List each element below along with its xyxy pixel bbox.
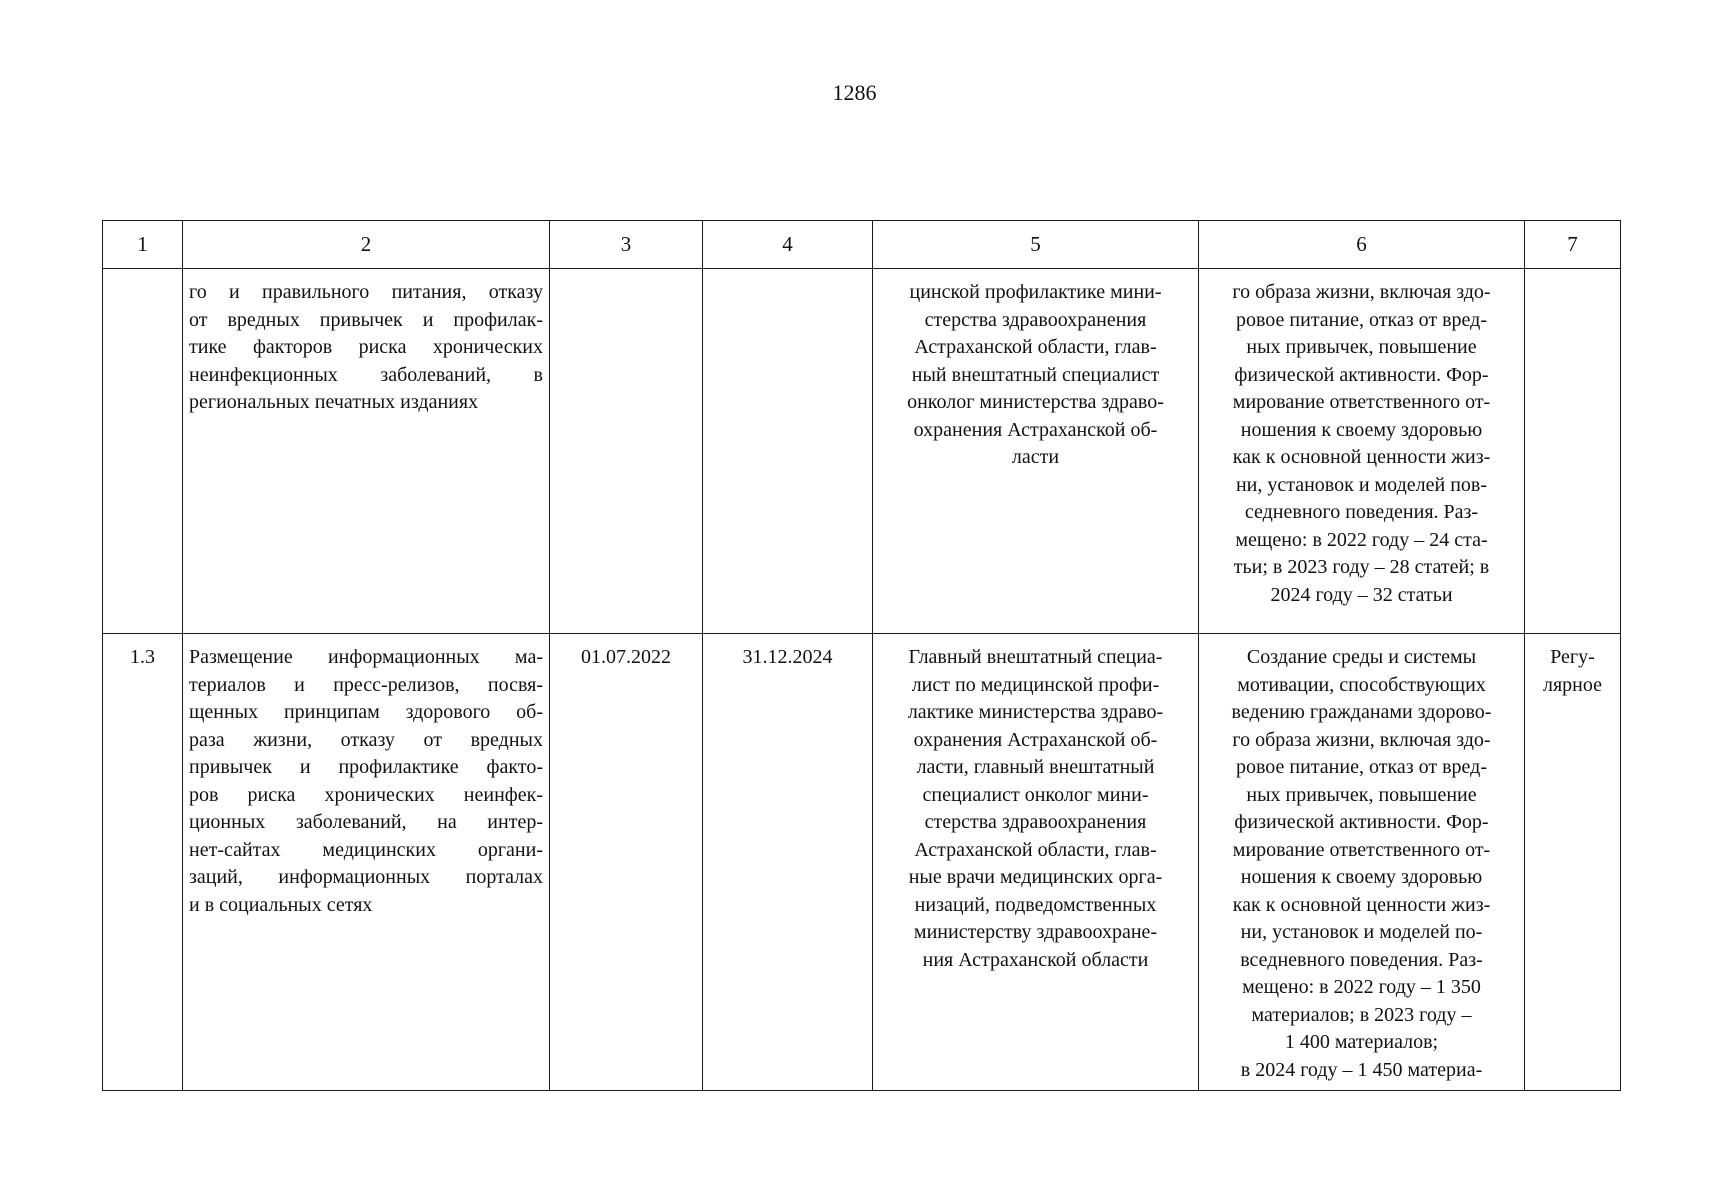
text-line: неинфекционных заболеваний, в: [189, 363, 543, 386]
text-line: министерству здравоохране-: [913, 921, 1158, 943]
text-line: нет-сайтах медицинских органи-: [189, 838, 543, 861]
text-line: вседневного поведения. Раз-: [1240, 948, 1483, 971]
column-header-2: 2: [183, 221, 550, 269]
text-line: охранения Астраханской об-: [913, 728, 1158, 751]
table-row-1-3: [103, 634, 1621, 1091]
page-number: 1286: [832, 80, 877, 105]
text-line: 2024 году – 32 статьи: [1270, 583, 1453, 606]
text-line: седневного поведения. Раз-: [1244, 501, 1479, 523]
text-line: териалов и пресс-релизов, посвя-: [189, 673, 543, 696]
text-line: ров риска хронических неинфек-: [189, 783, 543, 806]
cell-type: [1525, 634, 1621, 1091]
column-header-5: 5: [873, 221, 1199, 269]
text-line: стерства здравоохранения: [924, 308, 1147, 331]
text-line: заций, информационных порталах: [189, 866, 543, 888]
cell-number: 1.3: [103, 634, 183, 1091]
text-line: специалист онколог мини-: [922, 783, 1149, 806]
cell-number: [103, 269, 183, 634]
text-line: лист по медицинской профи-: [911, 673, 1160, 696]
text-line: от вредных привычек и профилак-: [189, 308, 543, 331]
text-line: го образа жизни, включая здо-: [1232, 281, 1491, 303]
text-line: Астраханской области, глав-: [914, 838, 1157, 861]
text-line: раза жизни, отказу от вредных: [189, 728, 543, 751]
text-line: охранения Астраханской об-: [913, 418, 1158, 441]
cell-type: [1525, 269, 1621, 634]
text-line: в 2024 году – 1 450 материа-: [1240, 1058, 1483, 1081]
text-line: Главный внештатный специа-: [908, 646, 1163, 668]
text-line: ласти, главный внештатный: [916, 756, 1155, 778]
text-line: Регу-: [1550, 646, 1595, 668]
text-line: ровое питание, отказ от вред-: [1235, 308, 1487, 331]
text-line: цинской профилактике мини-: [909, 281, 1162, 303]
text-line: ния Астраханской области: [922, 948, 1149, 971]
text-line: тьи; в 2023 году – 28 статей; в: [1233, 556, 1490, 578]
cell-result: [1199, 269, 1525, 634]
text-line: Размещение информационных ма-: [189, 646, 543, 668]
cell-end-date: [703, 269, 873, 634]
text-line: низаций, подведомственных: [914, 893, 1157, 916]
text-line: онколог министерства здраво-: [907, 391, 1164, 413]
text-line: го и правильного питания, отказу: [189, 281, 543, 303]
cell-result: [1199, 634, 1525, 1091]
text-line: мирование ответственного от-: [1232, 391, 1491, 413]
text-line: региональных печатных изданиях: [189, 391, 479, 413]
text-line: ведению гражданами здорово-: [1231, 701, 1492, 723]
text-line: 1 400 материалов;: [1284, 1031, 1439, 1053]
cell-start-date: [550, 269, 703, 634]
cell-start-date: 01.07.2022: [550, 634, 703, 1091]
text-line: физической активности. Фор-: [1234, 363, 1489, 386]
text-line: ношения к своему здоровью: [1240, 866, 1483, 888]
text-line: мещено: в 2022 году – 1 350: [1242, 976, 1481, 998]
text-line: мещено: в 2022 году – 24 ста-: [1235, 528, 1488, 551]
column-header-6: 6: [1199, 221, 1525, 269]
cell-end-date: 31.12.2024: [703, 634, 873, 1091]
cell-responsible: [873, 634, 1199, 1091]
text-line: как к основной ценности жиз-: [1232, 893, 1491, 916]
cell-measure-text: [183, 634, 550, 1091]
text-line: ни, установок и моделей пов-: [1235, 473, 1488, 496]
table-row-continued: [103, 269, 1621, 634]
text-line: ласти: [1011, 446, 1060, 468]
text-line: мотивации, способствующих: [1237, 673, 1486, 696]
text-line: стерства здравоохранения: [924, 811, 1147, 833]
text-line: лактике министерства здраво-: [907, 701, 1164, 723]
text-line: Создание среды и системы: [1246, 646, 1477, 668]
text-line: ционных заболеваний, на интер-: [189, 811, 543, 833]
text-line: и в социальных сетях: [189, 893, 373, 916]
text-line: лярное: [1542, 673, 1602, 696]
text-line: ношения к своему здоровью: [1240, 418, 1483, 441]
column-header-7: 7: [1525, 221, 1621, 269]
column-header-3: 3: [550, 221, 703, 269]
text-line: ных привычек, повышение: [1246, 336, 1477, 358]
text-line: как к основной ценности жиз-: [1232, 446, 1491, 468]
text-line: тике факторов риска хронических: [189, 336, 543, 358]
text-line: Астраханской области, глав-: [914, 336, 1157, 358]
text-line: ные врачи медицинских орга-: [908, 866, 1163, 888]
text-line: щенных принципам здорового об-: [189, 701, 543, 723]
text-line: привычек и профилактике факто-: [189, 756, 543, 778]
text-line: ных привычек, повышение: [1246, 783, 1477, 806]
text-line: мирование ответственного от-: [1232, 838, 1491, 861]
text-line: физической активности. Фор-: [1234, 811, 1489, 833]
column-header-1: 1: [103, 221, 183, 269]
text-line: ровое питание, отказ от вред-: [1235, 756, 1487, 778]
text-line: го образа жизни, включая здо-: [1232, 728, 1491, 751]
text-line: материалов; в 2023 году –: [1251, 1003, 1472, 1026]
cell-responsible: [873, 269, 1199, 634]
column-header-4: 4: [703, 221, 873, 269]
measures-table: [102, 220, 1621, 1091]
text-line: ни, установок и моделей по-: [1240, 921, 1483, 943]
table-header-row: [103, 221, 1621, 269]
cell-measure-text: [183, 269, 550, 634]
text-line: ный внештатный специалист: [911, 363, 1160, 386]
